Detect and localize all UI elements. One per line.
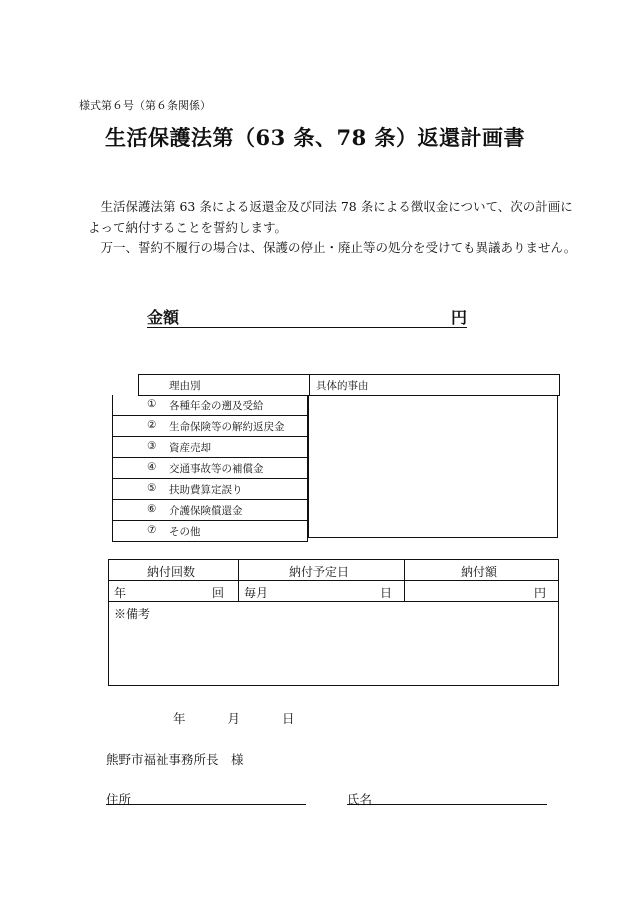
reason-number: ④ [147, 461, 157, 473]
payment-table [108, 559, 559, 686]
reason-item[interactable] [112, 521, 308, 542]
date-month: 月 [227, 711, 241, 726]
reason-item[interactable] [112, 479, 308, 500]
reason-text: 各種年金の遡及受給 [169, 400, 264, 412]
addressee: 熊野市福祉事務所長 様 [106, 752, 244, 767]
form-number: 様式第６号（第６条関係） [79, 99, 211, 112]
monthly-label: 毎月 [244, 586, 269, 600]
reason-number: ⑤ [147, 482, 157, 494]
address-label: 住所 [106, 792, 132, 807]
reason-number: ⑥ [147, 503, 157, 515]
name-label: 氏名 [347, 792, 373, 807]
amount-unit: 円 [450, 308, 467, 327]
detail-field[interactable] [308, 395, 558, 538]
reason-item[interactable] [112, 416, 308, 437]
header-payment-amount: 納付額 [461, 565, 498, 579]
date-day: 日 [282, 711, 295, 726]
reason-number: ⑦ [147, 524, 157, 536]
reason-text: 扶助費算定誤り [169, 484, 243, 496]
header-payment-count: 納付回数 [147, 565, 196, 579]
name-field[interactable] [347, 790, 547, 805]
reason-text: その他 [169, 526, 201, 538]
reason-table [112, 374, 559, 538]
count-year-label: 年 [114, 586, 127, 600]
date-line[interactable] [173, 709, 337, 727]
pledge-paragraph: 生活保護法第 63 条による返還金及び同法 78 条による徴収金について、次の計画によって納付することを誓約します。 [88, 199, 573, 235]
date-year: 年 [173, 711, 186, 726]
reason-text: 介護保険償還金 [169, 505, 243, 517]
amount-field[interactable] [147, 305, 467, 328]
reason-number: ② [147, 419, 157, 431]
reason-table-header [138, 374, 560, 396]
count-times-label: 回 [212, 586, 225, 600]
header-payment-date: 納付予定日 [289, 565, 350, 579]
header-detail: 具体的事由 [316, 380, 369, 392]
reason-item[interactable] [112, 458, 308, 479]
reason-text: 生命保険等の解約返戻金 [169, 421, 285, 433]
day-label: 日 [380, 586, 393, 600]
amount-label: 金額 [147, 308, 180, 327]
yen-label: 円 [534, 586, 547, 600]
header-reason: 理由別 [169, 380, 201, 392]
reason-text: 資産売却 [169, 442, 211, 454]
reason-number: ① [147, 398, 157, 410]
reason-text: 交通事故等の補償金 [169, 463, 264, 475]
page-title: 生活保護法第（63 条、78 条）返還計画書 [104, 125, 526, 150]
reason-item[interactable] [112, 500, 308, 521]
reason-item[interactable] [112, 437, 308, 458]
reason-item[interactable] [112, 395, 308, 416]
remarks-label: ※備考 [114, 607, 151, 621]
consent-paragraph: 万一、誓約不履行の場合は、保護の停止・廃止等の処分を受けても異議ありません。 [88, 240, 577, 255]
reason-number: ③ [147, 440, 157, 452]
address-field[interactable] [106, 790, 306, 805]
reason-list [112, 395, 308, 542]
